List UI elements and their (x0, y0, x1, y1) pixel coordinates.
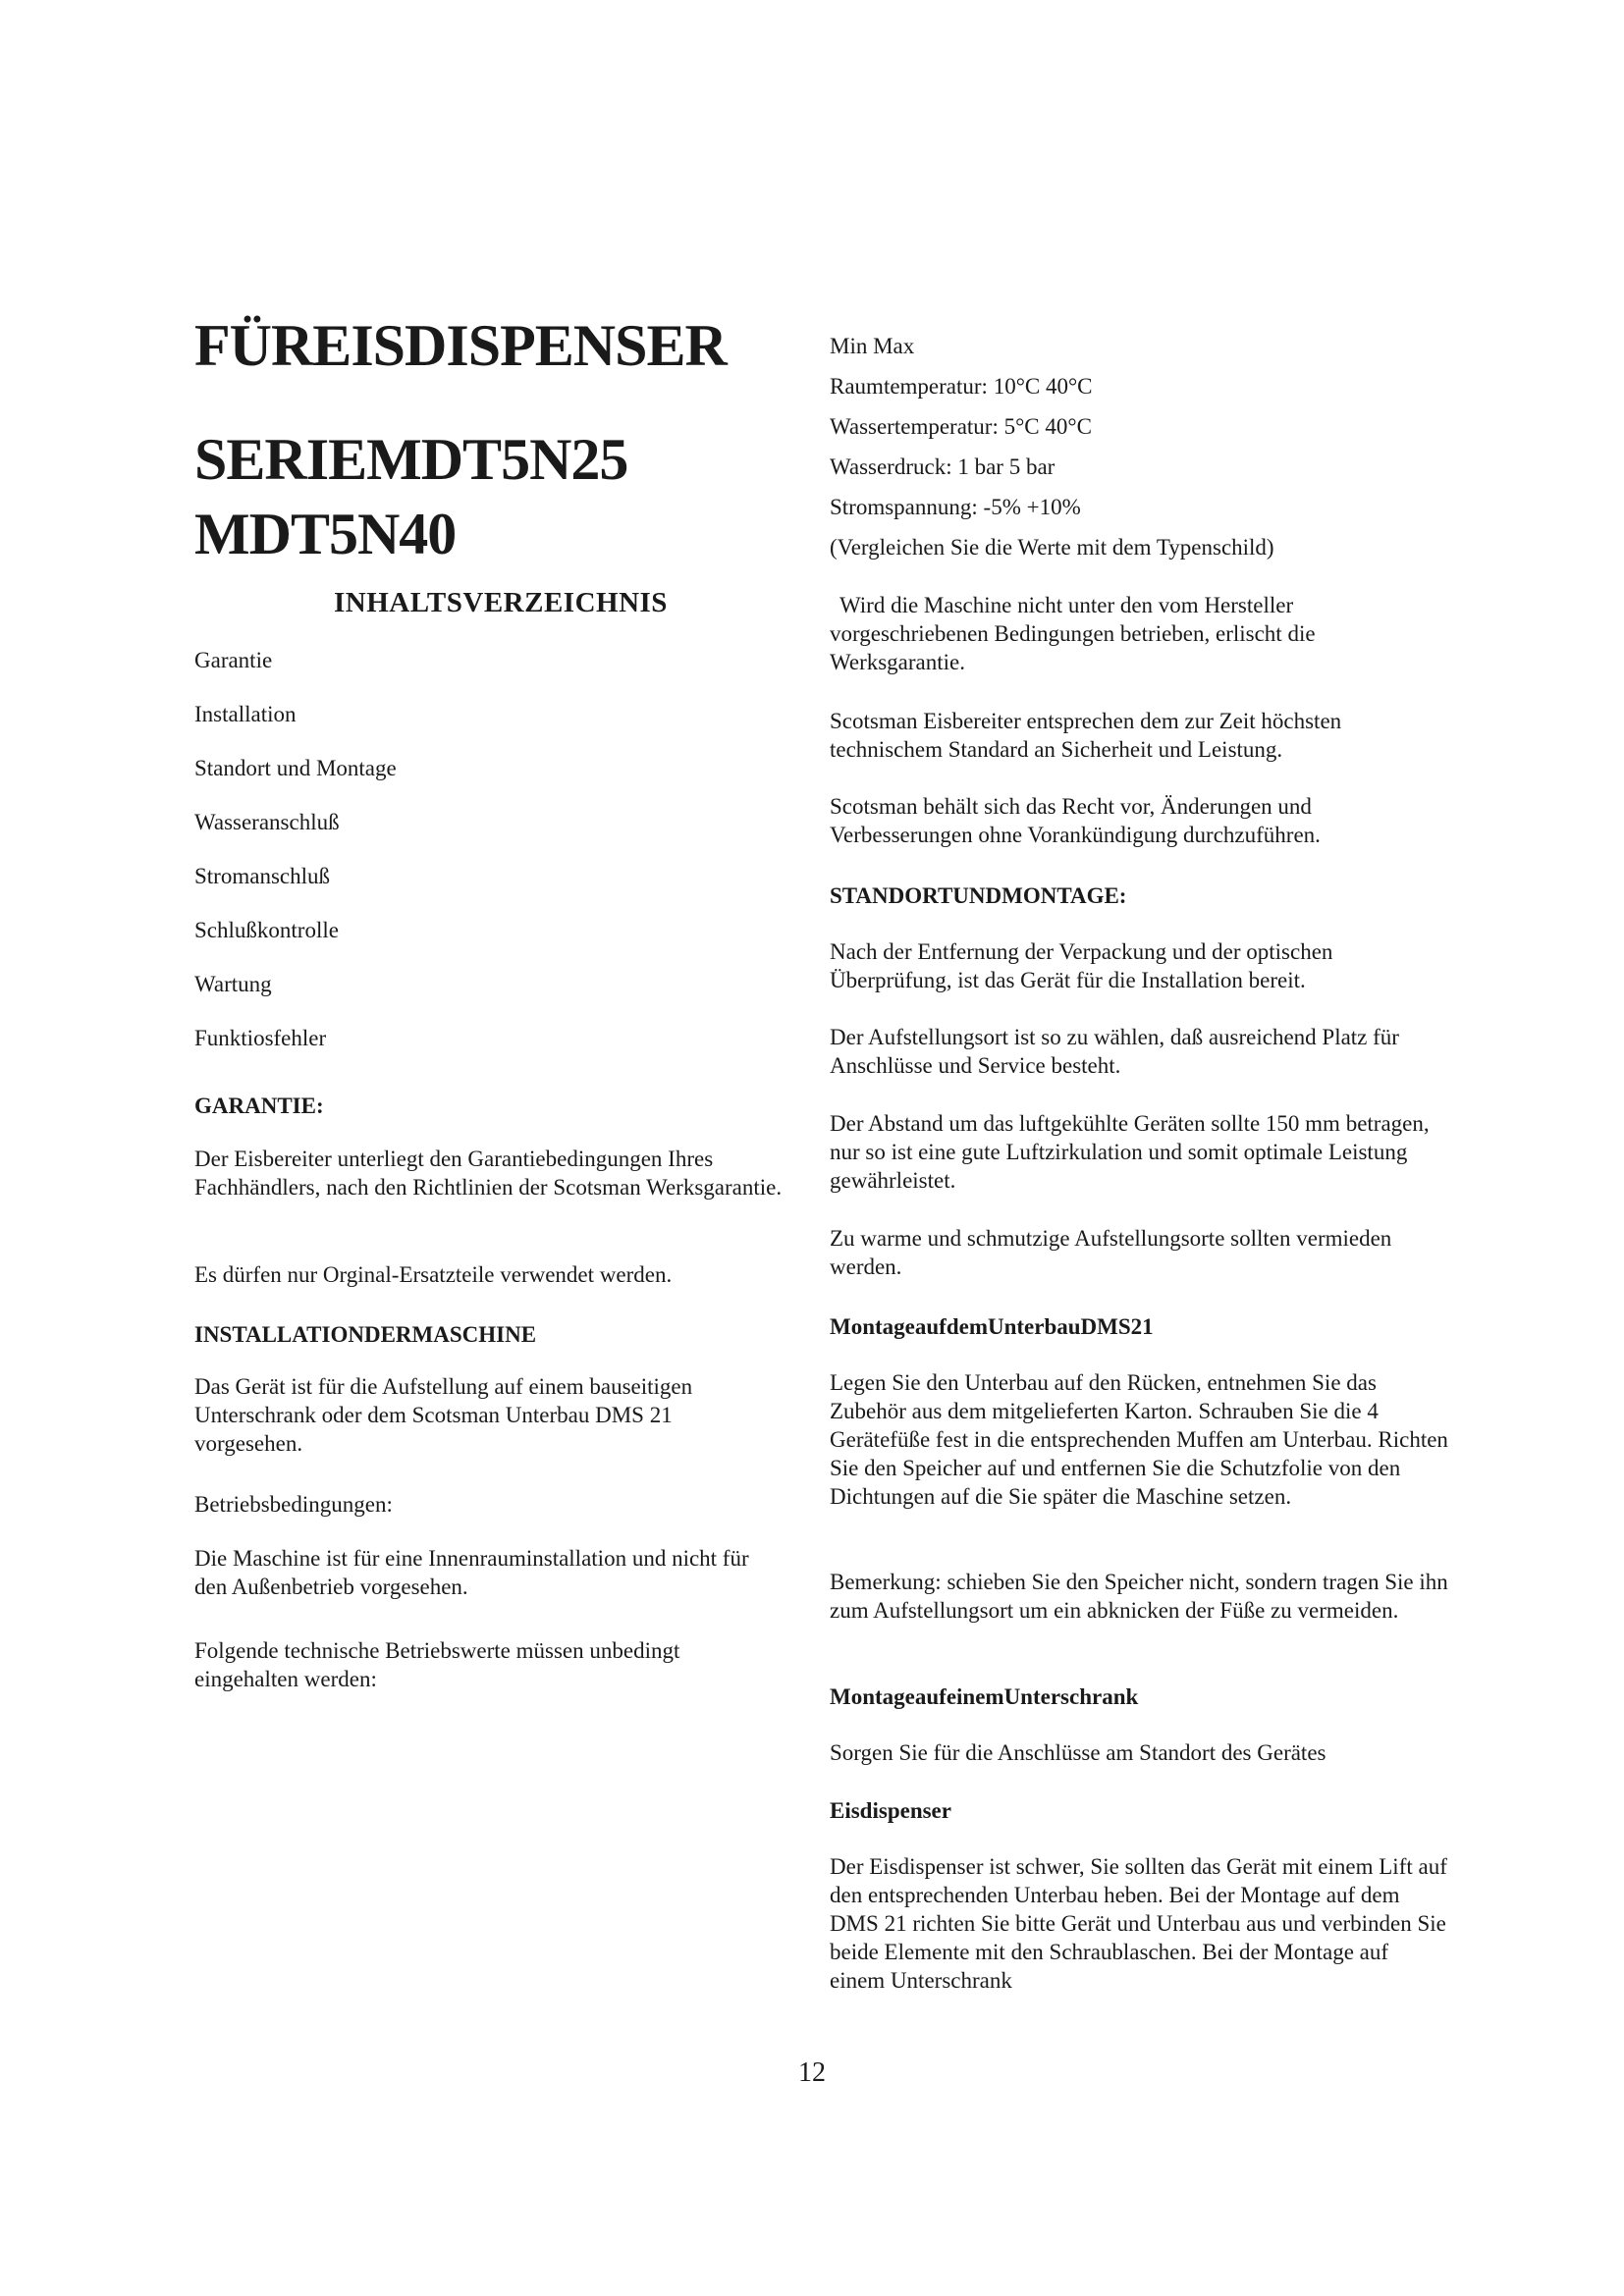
garantie-paragraph-1: Der Eisbereiter unterliegt den Garantiebedingungen Ihres Fachhändlers, nach den Richtlinien der Scotsman Werksgarantie. (194, 1147, 783, 1200)
garantie-paragraph-2: Es dürfen nur Orginal-Ersatzteile verwendet werden. (194, 1262, 673, 1287)
document-title-line2: SERIEMDT5N25 MDT5N40 (194, 427, 628, 566)
unterschrank-heading: MontageaufeinemUnterschrank (830, 1684, 1139, 1709)
spec-stromspannung: Stromspannung: -5% +10% (830, 495, 1081, 519)
verpackung-paragraph: Nach der Entfernung der Verpackung und der optischen Überprüfung, ist das Gerät für die Installation bereit. (830, 939, 1333, 992)
eisdispenser-heading: Eisdispenser (830, 1798, 951, 1823)
unterschrank-paragraph: Sorgen Sie für die Anschlüsse am Standort des Gerätes (830, 1740, 1326, 1765)
toc-item: Wartung (194, 972, 272, 996)
spec-wassertemperatur: Wassertemperatur: 5°C 40°C (830, 414, 1092, 439)
standard-paragraph: Scotsman Eisbereiter entsprechen dem zur Zeit höchsten technischem Standard an Sicherheit und Leistung. (830, 709, 1342, 762)
garantie-heading: GARANTIE: (194, 1094, 324, 1118)
installation-paragraph: Das Gerät ist für die Aufstellung auf einem bauseitigen Unterschrank oder dem Scotsman Unterbau DMS 21 vorgesehen. (194, 1374, 693, 1456)
toc-item: Stromanschluß (194, 864, 330, 888)
warme-paragraph: Zu warme und schmutzige Aufstellungsorte sollten vermieden werden. (830, 1226, 1392, 1279)
betrieb-paragraph-2: Folgende technische Betriebswerte müssen unbedingt eingehalten werden: (194, 1638, 680, 1691)
toc-heading: INHALTSVERZEICHNIS (334, 587, 668, 618)
betrieb-paragraph-1: Die Maschine ist für eine Innenrauminstallation und nicht für den Außenbetrieb vorgesehen. (194, 1546, 749, 1599)
toc-list (194, 648, 397, 1080)
dms-paragraph: Legen Sie den Unterbau auf den Rücken, entnehmen Sie das Zubehör aus dem mitgelieferten Karton. Schrauben Sie die 4 Gerätefüße fest in die entsprechenden Muffen am Unterbau. Richten Sie den Speicher auf und entfernen Sie die Schutzfolie von den Dichtungen auf die Sie später die Maschine setzen. (830, 1370, 1448, 1509)
standort-heading: STANDORTUNDMONTAGE: (830, 883, 1127, 908)
page-number: 12 (798, 2057, 826, 2088)
toc-item: Installation (194, 702, 297, 726)
hersteller-paragraph: Wird die Maschine nicht unter den vom Hersteller vorgeschriebenen Bedingungen betrieben, erlischt die Werksgarantie. (830, 593, 1316, 674)
toc-item: Schlußkontrolle (194, 918, 339, 942)
document-title-line1: FÜREISDISPENSER (194, 313, 727, 378)
spec-note: (Vergleichen Sie die Werte mit dem Typenschild) (830, 535, 1274, 560)
spec-raumtemperatur: Raumtemperatur: 10°C 40°C (830, 374, 1093, 399)
installation-heading: INSTALLATIONDERMASCHINE (194, 1322, 537, 1347)
eisdispenser-paragraph: Der Eisdispenser ist schwer, Sie sollten das Gerät mit einem Lift auf den entsprechenden Unterbau heben. Bei der Montage auf dem DMS 21 richten Sie bitte Gerät und Unterbau aus und verbinden Sie beide Elemente mit den Schraublaschen. Bei der Montage auf einem Unterschrank (830, 1854, 1447, 1993)
betriebsbedingungen-label: Betriebsbedingungen: (194, 1492, 393, 1517)
recht-paragraph: Scotsman behält sich das Recht vor, Änderungen und Verbesserungen ohne Vorankündigung durchzuführen. (830, 794, 1321, 847)
aufstellungsort-paragraph: Der Aufstellungsort ist so zu wählen, daß ausreichend Platz für Anschlüsse und Service besteht. (830, 1025, 1399, 1078)
spec-wasserdruck: Wasserdruck: 1 bar 5 bar (830, 454, 1056, 479)
toc-item: Garantie (194, 648, 273, 672)
abstand-paragraph: Der Abstand um das luftgekühlte Geräten sollte 150 mm betragen, nur so ist eine gute Luftzirkulation und somit optimale Leistung gewährleistet. (830, 1111, 1430, 1193)
dms-heading: MontageaufdemUnterbauDMS21 (830, 1314, 1154, 1339)
toc-item: Wasseranschluß (194, 810, 340, 834)
toc-item: Standort und Montage (194, 756, 397, 780)
spec-header: Min Max (830, 334, 915, 358)
toc-item: Funktiosfehler (194, 1026, 327, 1050)
bemerkung-paragraph: Bemerkung: schieben Sie den Speicher nicht, sondern tragen Sie ihn zum Aufstellungsort um ein abknicken der Füße zu vermeiden. (830, 1570, 1448, 1623)
